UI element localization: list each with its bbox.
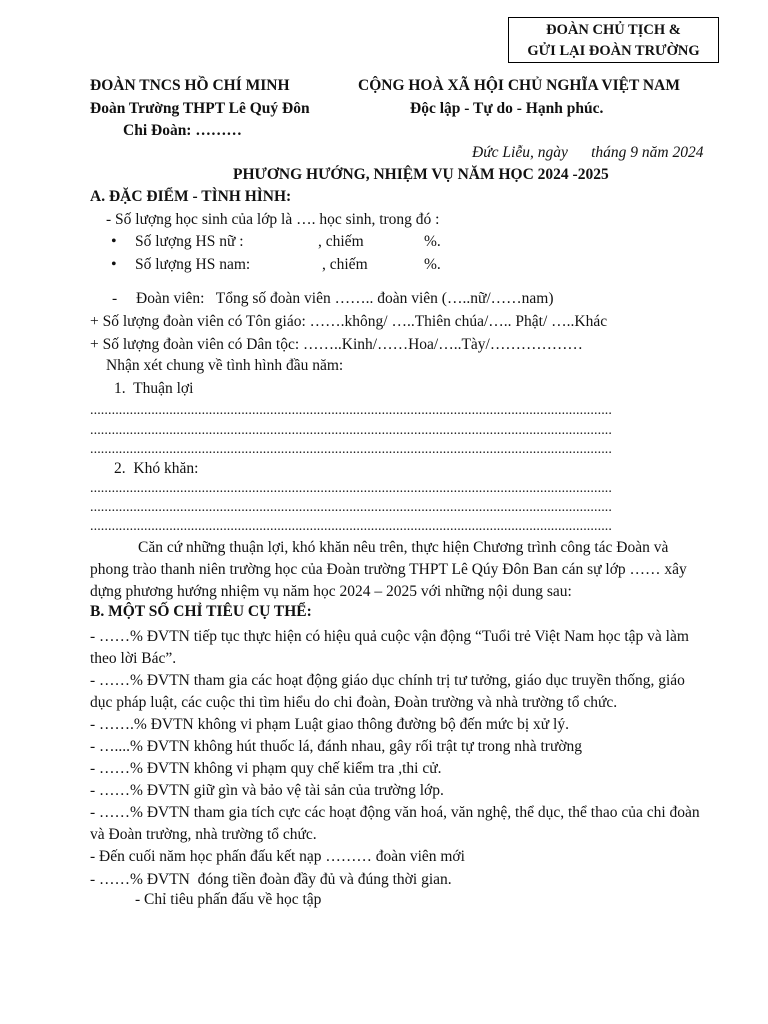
dotted-line: ................................................................................................................................................. xyxy=(90,500,612,515)
dotted-line: ................................................................................................................................................. xyxy=(90,403,612,418)
target-item: - ……% ĐVTN không vi phạm quy chế kiểm tra ,thi cử. xyxy=(90,760,442,777)
overview-line: Nhận xét chung về tình hình đầu năm: xyxy=(106,357,344,374)
basis-paragraph: Căn cứ những thuận lợi, khó khăn nêu trên, thực hiện Chương trình công tác Đoàn và phong trào thanh niên trường học của Đoàn trường THPT Lê Qúy Đôn Ban cán sự lớp …… xây dựng phương hướng nhiệm vụ năm học 2024 – 2025 với những nội dung sau: xyxy=(90,539,687,600)
target-item: - ……% ĐVTN tiếp tục thực hiện có hiệu quả cuộc vận động “Tuổi trẻ Việt Nam học tập và làm theo lời Bác”. xyxy=(90,628,689,667)
target-item: - Đến cuối năm học phấn đấu kết nạp ……… đoàn viên mới xyxy=(90,848,465,865)
members-line: Đoàn viên: Tổng số đoàn viên …….. đoàn viên (…..nữ/……nam) xyxy=(136,290,554,307)
male-students-label: • Số lượng HS nam: xyxy=(135,256,250,274)
male-students-pct: , chiếm xyxy=(322,256,368,273)
header-nation: CỘNG HOÀ XÃ HỘI CHỦ NGHĨA VIỆT NAM xyxy=(358,77,680,94)
target-item: - …....% ĐVTN không hút thuốc lá, đánh nhau, gây rối trật tự trong nhà trường xyxy=(90,738,583,755)
female-students-unit: %. xyxy=(424,233,441,250)
members-dash: - xyxy=(112,290,118,307)
document-title: PHƯƠNG HƯỚNG, NHIỆM VỤ NĂM HỌC 2024 -2025 xyxy=(233,166,609,183)
female-students-label: • Số lượng HS nữ : xyxy=(135,233,244,251)
header-branch: Chi Đoàn: ……… xyxy=(123,122,242,139)
male-students-unit: %. xyxy=(424,256,441,273)
dotted-line: ................................................................................................................................................. xyxy=(90,442,612,457)
target-item: - ……% ĐVTN đóng tiền đoàn đầy đủ và đúng thời gian. xyxy=(90,871,452,888)
stamp-line-2: GỬI LẠI ĐOÀN TRƯỜNG xyxy=(527,43,700,59)
dotted-line: ................................................................................................................................................. xyxy=(90,481,612,496)
target-item: - ……% ĐVTN tham gia tích cực các hoạt động văn hoá, văn nghệ, thể dục, thể thao của chi đoàn và Đoàn trường, nhà trường tổ chức. xyxy=(90,804,700,843)
religion-line: + Số lượng đoàn viên có Tôn giáo: …….không/ …..Thiên chúa/….. Phật/ …..Khác xyxy=(90,313,608,330)
advantages-heading: 1. Thuận lợi xyxy=(114,380,194,397)
difficulties-heading: 2. Khó khăn: xyxy=(114,460,199,477)
target-item: - ……% ĐVTN tham gia các hoạt động giáo dục chính trị tư tưởng, giáo dục truyền thống, giáo dục pháp luật, các cuộc thi tìm hiểu do chi đoàn, Đoàn trường và nhà trường tổ chức. xyxy=(90,672,685,711)
header-school: Đoàn Trường THPT Lê Quý Đôn xyxy=(90,100,310,117)
section-b-heading: B. MỘT SỐ CHỈ TIÊU CỤ THỂ: xyxy=(90,603,312,620)
date-line: Đức Liễu, ngày tháng 9 năm 2024 xyxy=(472,144,704,161)
study-target-line: - Chỉ tiêu phấn đấu về học tập xyxy=(135,891,322,908)
target-item: - …….% ĐVTN không vi phạm Luật giao thông đường bộ đến mức bị xử lý. xyxy=(90,716,569,733)
female-students-pct: , chiếm xyxy=(318,233,364,250)
header-org: ĐOÀN TNCS HỒ CHÍ MINH xyxy=(90,77,290,94)
submission-stamp-box xyxy=(508,17,719,63)
students-count-line: - Số lượng học sinh của lớp là …. học sinh, trong đó : xyxy=(106,211,440,228)
section-a-heading: A. ĐẶC ĐIỂM - TÌNH HÌNH: xyxy=(90,188,292,205)
target-item: - ……% ĐVTN giữ gìn và bảo vệ tài sản của trường lớp. xyxy=(90,782,444,799)
header-motto: Độc lập - Tự do - Hạnh phúc. xyxy=(410,100,604,117)
stamp-line-1: ĐOÀN CHỦ TỊCH & xyxy=(546,22,681,38)
ethnic-line: + Số lượng đoàn viên có Dân tộc: ……..Kinh/……Hoa/…..Tày/……………… xyxy=(90,336,583,353)
dotted-line: ................................................................................................................................................. xyxy=(90,423,612,438)
dotted-line: ................................................................................................................................................. xyxy=(90,519,612,534)
